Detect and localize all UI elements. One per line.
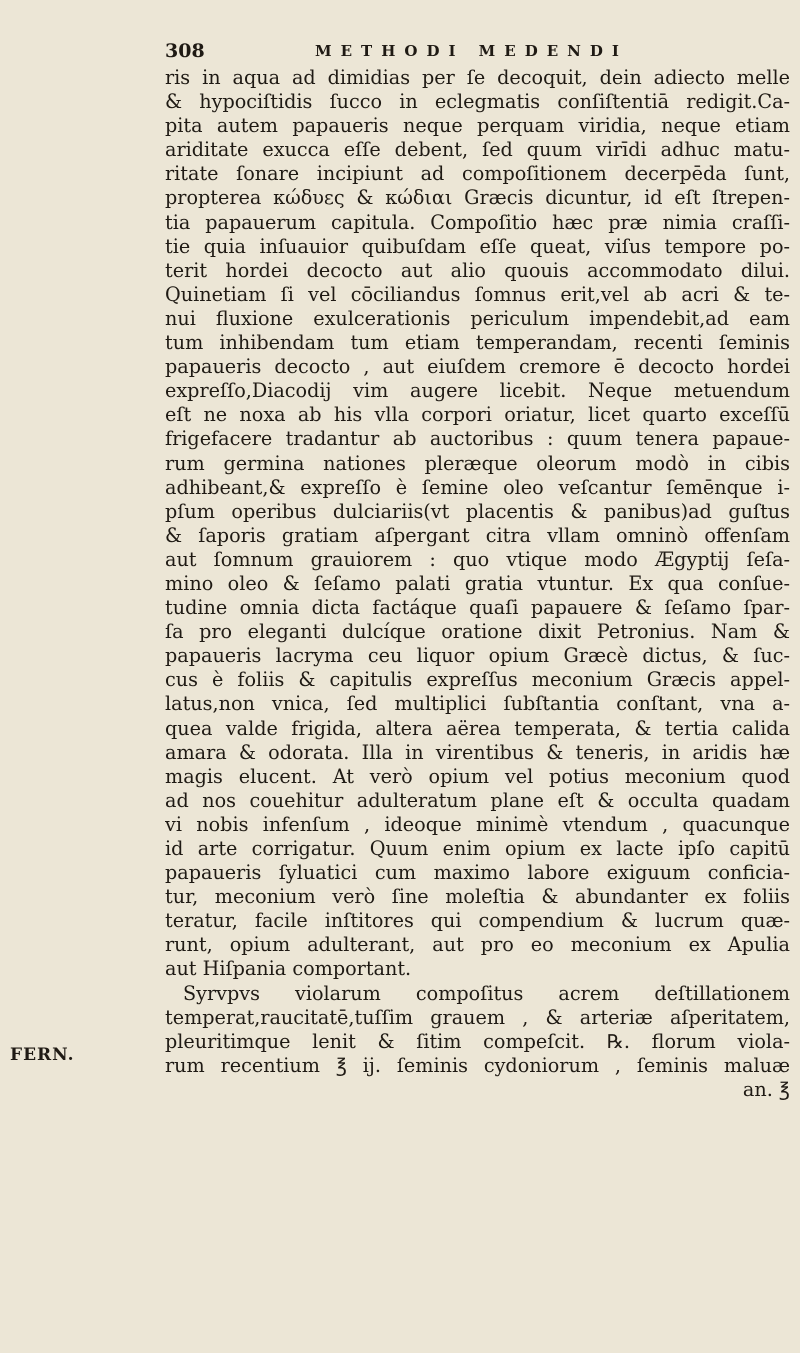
text-line: ris in aqua ad dimidias per ſe decoquit, dein adiecto melle — [165, 66, 790, 89]
text-line: papaueris ſyluatici cum maximo labore exiguum conficia- — [165, 861, 790, 885]
text-line: ad nos couehitur adulteratum plane eſt & occulta quadam — [165, 788, 790, 812]
text-line: tudine omnia dicta factáque quaſi papauere & ſeſamo ſpar- — [165, 596, 790, 620]
text-line: amara & odorata. Illa in virentibus & teneris, in aridis hæ — [165, 740, 790, 764]
text-line: quea valde frigida, altera aërea temperata, & tertia calida — [165, 716, 790, 740]
text-line: pita autem papaueris neque perquam viridia, neque etiam — [165, 114, 790, 138]
text-line: pleuritimque lenit & ſitim compeſcit. ℞. florum viola- — [165, 1029, 790, 1053]
text-line: an. ℥ — [742, 1077, 790, 1101]
text-line: Quinetiam ſi vel cōciliandus ſomnus erit,vel ab acri & te- — [165, 282, 790, 306]
text-line: tur, meconium verò ſine moleſtia & abundanter ex foliis — [165, 885, 790, 909]
margin-note: FERN. — [10, 1045, 75, 1065]
text-line: id arte corrigatur. Quum enim opium ex lacte ipſo capitū — [165, 837, 790, 860]
text-line: latus,non vnica, ſed multiplici ſubſtantia conſtant, vna a- — [165, 692, 790, 716]
text-line: runt, opium adulterant, aut pro eo meconium ex Apulia — [165, 933, 790, 957]
text-line: cus è foliis & capitulis expreſſus meconium Græcis appel- — [165, 668, 790, 692]
page-number: 308 — [165, 40, 205, 62]
text-line: propterea κώδυες & κώδιαι Græcis dicuntur, id eſt ſtrepen- — [165, 186, 790, 210]
page-header — [165, 40, 785, 68]
text-line: rum recentium ℥ ij. ſeminis cydoniorum , ſeminis maluæ — [165, 1053, 790, 1077]
text-line: tum inhibendam tum etiam temperandam, recenti ſeminis — [165, 331, 790, 355]
text-line: mino oleo & ſeſamo palati gratia vtuntur. Ex qua conſue- — [165, 571, 790, 595]
text-line: tie quia inſuauior quibuſdam eſſe queat, viſus tempore po- — [165, 234, 790, 258]
text-line: aut Hiſpania comportant. — [165, 957, 412, 981]
text-line: rum germina nationes pleræque oleorum modò in cibis — [165, 451, 790, 475]
text-line: ſa pro eleganti dulcíque oratione dixit Petronius. Nam & — [165, 620, 790, 644]
text-line: temperat,raucitatē,tuſſim grauem , & arteriæ aſperitatem, — [165, 1005, 790, 1029]
text-line: teratur, facile inſtitores qui compendium & lucrum quæ- — [165, 909, 790, 933]
text-line: eſt ne noxa ab his vlla corpori oriatur, licet quarto exceſſū — [165, 403, 790, 427]
text-line: & hypociſtidis ſucco in eclegmatis conſiſtentiā redigit.Ca- — [165, 90, 790, 114]
text-line: frigefacere tradantur ab auctoribus : quum tenera papaue- — [165, 427, 790, 451]
text-line: ariditate exucca eſſe debent, ſed quum virīdi adhuc matu- — [165, 138, 790, 162]
text-line: & ſaporis gratiam aſpergant citra vllam omninò offenſam — [165, 523, 790, 547]
text-line: ritate ſonare incipiunt ad compoſitionem decerpēda ſunt, — [165, 162, 790, 186]
text-line: papaueris lacryma ceu liquor opium Græcè dictus, & ſuc- — [165, 644, 790, 668]
text-line: adhibeant,& expreſſo è ſemine oleo veſcantur ſemēnque i- — [165, 475, 790, 499]
text-line: vi nobis infenſum , ideoque minimè vtendum , quacunque — [165, 812, 790, 836]
text-line: nui fluxione exulcerationis periculum impendebit,ad eam — [165, 306, 790, 330]
text-line: magis elucent. At verò opium vel potius meconium quod — [165, 764, 790, 788]
text-line: expreſſo,Diacodij vim augere licebit. Neque metuendum — [165, 379, 790, 403]
text-line: pſum operibus dulciariis(vt placentis & panibus)ad guſtus — [165, 499, 790, 523]
text-line: Syrvpvs violarum compoſitus acrem deſtillationem — [183, 981, 790, 1005]
text-block — [165, 66, 790, 1102]
text-line: papaueris decocto , aut eiuſdem cremore ē decocto hordei — [165, 355, 790, 379]
text-line: terit hordei decocto aut alio quouis accommodato dilui. — [165, 258, 790, 282]
text-line: tia papauerum capitula. Compoſitio hæc præ nimia craſſi- — [165, 210, 790, 234]
text-line: aut ſomnum grauiorem : quo vtique modo Ægyptij ſeſa- — [165, 547, 790, 571]
running-title: METHODI MEDENDI — [315, 42, 628, 60]
